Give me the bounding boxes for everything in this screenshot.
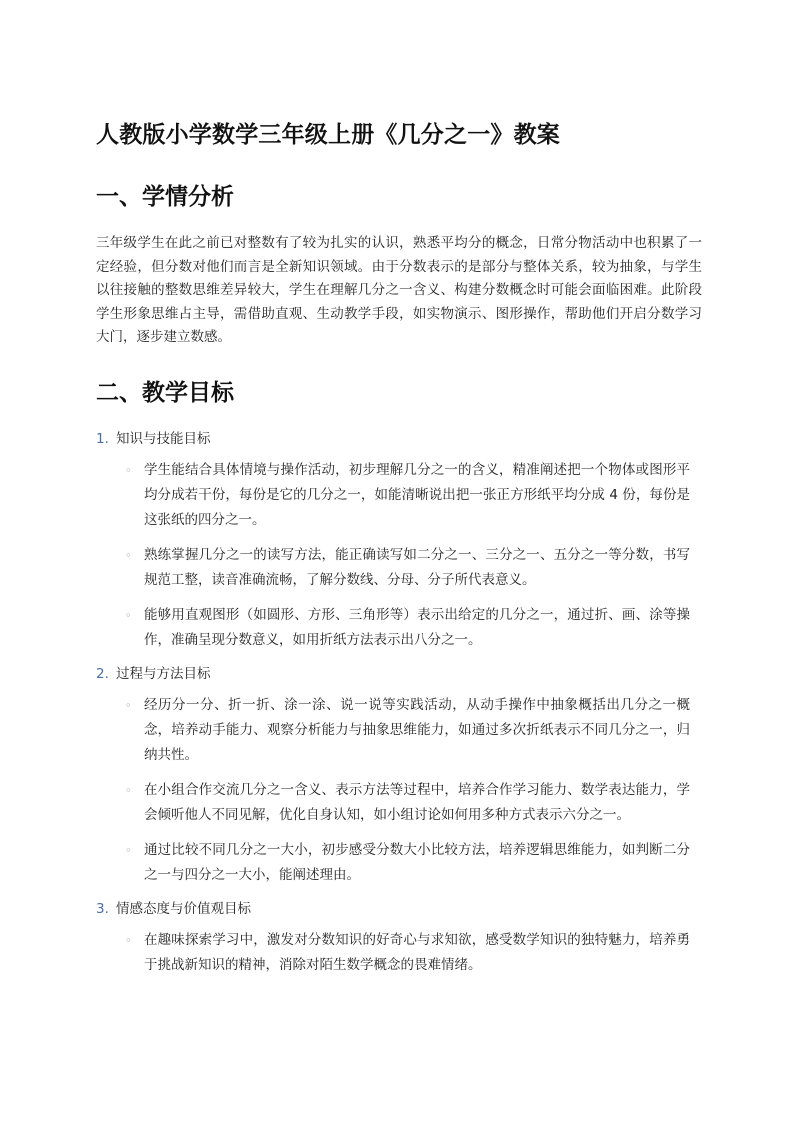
list-item-text: 能够用直观图形（如圆形、方形、三角形等）表示出给定的几分之一，通过折、画、涂等操作，准确呈现分数意义，如用折纸方法表示出八分之一。 xyxy=(144,606,690,648)
section-teaching-goals xyxy=(96,376,702,978)
goal-knowledge-skills xyxy=(96,428,702,653)
list-item xyxy=(96,838,702,888)
list-item xyxy=(96,693,702,768)
goal-list xyxy=(96,428,702,978)
section-student-analysis xyxy=(96,180,702,350)
list-item xyxy=(96,458,702,533)
list-item xyxy=(96,778,702,828)
hollow-bullet-icon: ◦ xyxy=(125,698,132,712)
list-item-text: 通过比较不同几分之一大小，初步感受分数大小比较方法，培养逻辑思维能力，如判断二分之一与四分之一大小，能阐述理由。 xyxy=(144,841,690,883)
goal-emotion-values xyxy=(96,898,702,978)
section-heading-student-analysis: 一、学情分析 xyxy=(96,184,234,210)
hollow-bullet-icon: ◦ xyxy=(125,843,132,857)
goal-items xyxy=(96,693,702,888)
list-item xyxy=(96,928,702,978)
hollow-bullet-icon: ◦ xyxy=(125,783,132,797)
hollow-bullet-icon: ◦ xyxy=(125,548,132,562)
list-item-text: 学生能结合具体情境与操作活动，初步理解几分之一的含义，精准阐述把一个物体或图形平均分成若干份，每份是它的几分之一，如能清晰说出把一张正方形纸平均分成 4 份，每份是这张纸的四分之一。 xyxy=(144,461,690,528)
goal-number: 1. xyxy=(96,430,109,447)
list-item-text: 经历分一分、折一折、涂一涂、说一说等实践活动，从动手操作中抽象概括出几分之一概念，培养动手能力、观察分析能力与抽象思维能力，如通过多次折纸表示不同几分之一，归纳共性。 xyxy=(144,696,690,763)
hollow-bullet-icon: ◦ xyxy=(125,463,132,477)
goal-label: 知识与技能目标 xyxy=(116,430,211,447)
list-item-text: 熟练掌握几分之一的读写方法，能正确读写如二分之一、三分之一、五分之一等分数，书写规范工整，读音准确流畅，了解分数线、分母、分子所代表意义。 xyxy=(144,546,690,588)
hollow-bullet-icon: ◦ xyxy=(125,933,132,947)
list-item-text: 在小组合作交流几分之一含义、表示方法等过程中，培养合作学习能力、数学表达能力，学会倾听他人不同见解，优化自身认知，如小组讨论如何用多种方式表示六分之一。 xyxy=(144,781,690,823)
document-title: 人教版小学数学三年级上册《几分之一》教案 xyxy=(96,122,560,148)
student-analysis-paragraph: 三年级学生在此之前已对整数有了较为扎实的认识，熟悉平均分的概念，日常分物活动中也积累了一定经验，但分数对他们而言是全新知识领域。由于分数表示的是部分与整体关系，较为抽象，与学生以往接触的整数思维差异较大，学生在理解几分之一含义、构建分数概念时可能会面临困难。此阶段学生形象思维占主导，需借助直观、生动教学手段，如实物演示、图形操作，帮助他们开启分数学习大门，逐步建立数感。 xyxy=(96,235,702,345)
goal-number: 2. xyxy=(96,665,109,682)
goal-process-methods xyxy=(96,663,702,888)
list-item xyxy=(96,603,702,653)
list-item-text: 在趣味探索学习中，激发对分数知识的好奇心与求知欲，感受数学知识的独特魅力，培养勇于挑战新知识的精神，消除对陌生数学概念的畏难情绪。 xyxy=(144,931,690,973)
goal-number: 3. xyxy=(96,900,109,917)
section-heading-teaching-goals: 二、教学目标 xyxy=(96,379,234,406)
hollow-bullet-icon: ◦ xyxy=(125,608,132,622)
document-page xyxy=(96,118,702,988)
goal-label: 情感态度与价值观目标 xyxy=(116,900,251,917)
goal-items xyxy=(96,458,702,653)
list-item xyxy=(96,543,702,593)
goal-label: 过程与方法目标 xyxy=(116,665,211,682)
goal-items xyxy=(96,928,702,978)
